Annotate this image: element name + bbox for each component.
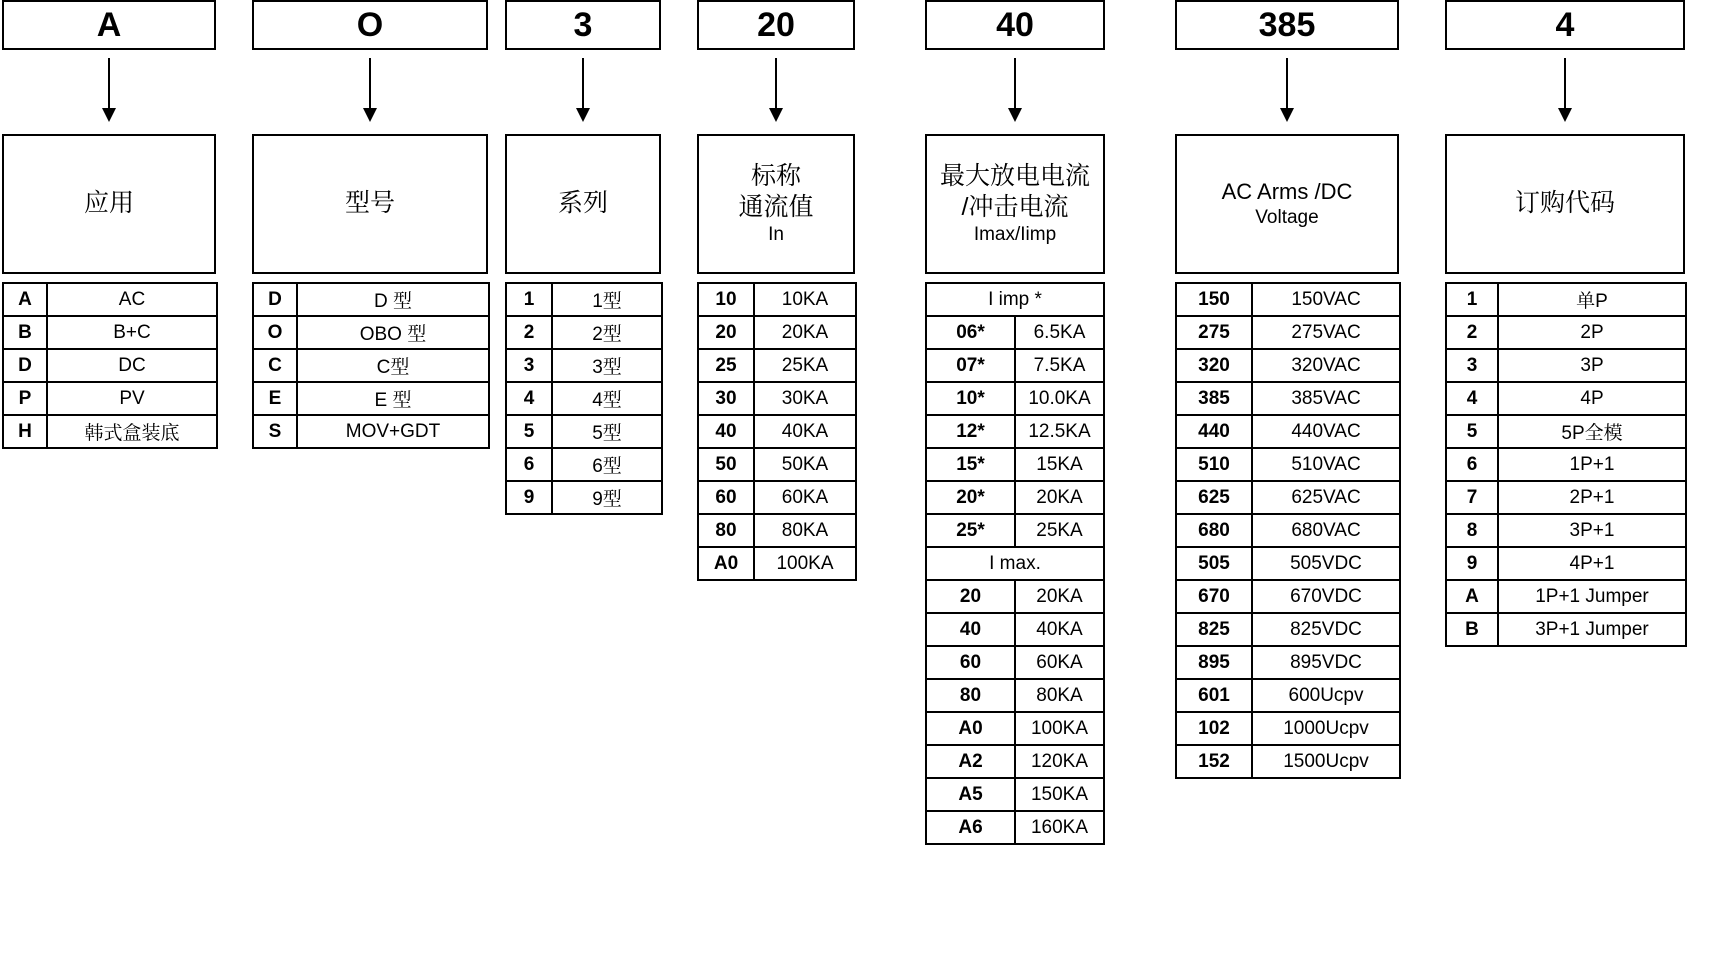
table-row bbox=[1176, 349, 1400, 382]
option-value: 6型 bbox=[552, 448, 662, 481]
option-value: 5P全模 bbox=[1498, 415, 1686, 448]
option-value: 4P bbox=[1498, 382, 1686, 415]
option-key: A5 bbox=[926, 778, 1015, 811]
code-column-nominal-current bbox=[697, 0, 855, 581]
option-value: 25KA bbox=[1015, 514, 1104, 547]
table-row bbox=[698, 283, 856, 316]
option-key: 670 bbox=[1176, 580, 1252, 613]
table-row bbox=[3, 316, 217, 349]
option-value: 895VDC bbox=[1252, 646, 1400, 679]
table-row bbox=[3, 415, 217, 448]
spacer bbox=[1175, 274, 1399, 282]
table-row bbox=[506, 316, 662, 349]
table-row bbox=[926, 415, 1104, 448]
option-value: 20KA bbox=[1015, 481, 1104, 514]
column-header-order-code bbox=[1445, 134, 1685, 274]
code-column-model bbox=[252, 0, 488, 449]
column-header-line: 型号 bbox=[344, 189, 395, 218]
table-row bbox=[1176, 745, 1400, 778]
option-value: 150KA bbox=[1015, 778, 1104, 811]
arrow-shaft bbox=[1286, 58, 1288, 112]
option-value: 510VAC bbox=[1252, 448, 1400, 481]
option-key: 10 bbox=[698, 283, 754, 316]
option-value: E 型 bbox=[297, 382, 489, 415]
option-value: 4型 bbox=[552, 382, 662, 415]
table-row bbox=[926, 349, 1104, 382]
table-row bbox=[926, 613, 1104, 646]
option-key: 5 bbox=[1446, 415, 1498, 448]
option-key: 8 bbox=[1446, 514, 1498, 547]
table-row bbox=[926, 514, 1104, 547]
option-value: 600Ucpv bbox=[1252, 679, 1400, 712]
table-row bbox=[3, 382, 217, 415]
arrow-shaft bbox=[582, 58, 584, 112]
option-value: B+C bbox=[47, 316, 217, 349]
option-value: 30KA bbox=[754, 382, 856, 415]
arrow-head bbox=[1558, 108, 1572, 122]
option-table-voltage bbox=[1175, 282, 1401, 779]
option-value: 10KA bbox=[754, 283, 856, 316]
table-row bbox=[698, 547, 856, 580]
option-value: 6.5KA bbox=[1015, 316, 1104, 349]
option-value: 60KA bbox=[1015, 646, 1104, 679]
table-row bbox=[506, 415, 662, 448]
option-value: 385VAC bbox=[1252, 382, 1400, 415]
table-row bbox=[1446, 316, 1686, 349]
option-key: B bbox=[1446, 613, 1498, 646]
option-key: 825 bbox=[1176, 613, 1252, 646]
column-header-voltage bbox=[1175, 134, 1399, 274]
table-row bbox=[1446, 514, 1686, 547]
code-box-series: 3 bbox=[505, 0, 661, 50]
code-box-application: A bbox=[2, 0, 216, 50]
option-key: 20* bbox=[926, 481, 1015, 514]
option-value: 680VAC bbox=[1252, 514, 1400, 547]
option-value: 1P+1 Jumper bbox=[1498, 580, 1686, 613]
option-value: 100KA bbox=[1015, 712, 1104, 745]
option-key: 9 bbox=[1446, 547, 1498, 580]
table-row bbox=[926, 778, 1104, 811]
table-row bbox=[1446, 382, 1686, 415]
table-row bbox=[253, 349, 489, 382]
code-column-max-discharge-current bbox=[925, 0, 1105, 845]
option-key: 1 bbox=[506, 283, 552, 316]
option-table-max-discharge-current bbox=[925, 282, 1105, 845]
option-value: 单P bbox=[1498, 283, 1686, 316]
table-row bbox=[926, 712, 1104, 745]
arrow-head bbox=[363, 108, 377, 122]
option-value: 7.5KA bbox=[1015, 349, 1104, 382]
option-key: 680 bbox=[1176, 514, 1252, 547]
option-key: 150 bbox=[1176, 283, 1252, 316]
arrow-down-icon bbox=[1175, 50, 1399, 134]
option-key: 25 bbox=[698, 349, 754, 382]
option-value: 25KA bbox=[754, 349, 856, 382]
option-value: OBO 型 bbox=[297, 316, 489, 349]
option-key: 80 bbox=[926, 679, 1015, 712]
arrow-down-icon bbox=[2, 50, 216, 134]
option-value: 2P bbox=[1498, 316, 1686, 349]
option-value: 50KA bbox=[754, 448, 856, 481]
option-value: 320VAC bbox=[1252, 349, 1400, 382]
option-value: 120KA bbox=[1015, 745, 1104, 778]
column-header-nominal-current bbox=[697, 134, 855, 274]
table-row bbox=[926, 382, 1104, 415]
arrow-down-icon bbox=[697, 50, 855, 134]
option-value: 5型 bbox=[552, 415, 662, 448]
option-key: 6 bbox=[1446, 448, 1498, 481]
option-key: 505 bbox=[1176, 547, 1252, 580]
table-row bbox=[1446, 283, 1686, 316]
column-header-line: Imax/Iimp bbox=[973, 224, 1057, 246]
arrow-head bbox=[576, 108, 590, 122]
arrow-down-icon bbox=[252, 50, 488, 134]
option-key: A bbox=[3, 283, 47, 316]
table-row bbox=[1176, 514, 1400, 547]
table-row bbox=[253, 415, 489, 448]
option-key: 40 bbox=[698, 415, 754, 448]
option-value: 275VAC bbox=[1252, 316, 1400, 349]
table-row bbox=[1176, 712, 1400, 745]
column-header-line: Voltage bbox=[1255, 206, 1319, 228]
option-key: A bbox=[1446, 580, 1498, 613]
option-value: 80KA bbox=[1015, 679, 1104, 712]
option-value: 9型 bbox=[552, 481, 662, 514]
option-table-model bbox=[252, 282, 490, 449]
code-box-voltage: 385 bbox=[1175, 0, 1399, 50]
table-section-label: I max. bbox=[926, 547, 1104, 580]
option-key: 1 bbox=[1446, 283, 1498, 316]
option-key: 80 bbox=[698, 514, 754, 547]
option-value: DC bbox=[47, 349, 217, 382]
option-key: 320 bbox=[1176, 349, 1252, 382]
column-header-line: 系列 bbox=[557, 189, 608, 218]
option-value: 160KA bbox=[1015, 811, 1104, 844]
option-key: 385 bbox=[1176, 382, 1252, 415]
table-row bbox=[253, 382, 489, 415]
column-header-line: 应用 bbox=[83, 189, 134, 218]
table-row bbox=[3, 283, 217, 316]
option-key: 20 bbox=[698, 316, 754, 349]
option-key: 510 bbox=[1176, 448, 1252, 481]
option-value: 3P+1 bbox=[1498, 514, 1686, 547]
table-row bbox=[506, 481, 662, 514]
option-key: 7 bbox=[1446, 481, 1498, 514]
option-key: B bbox=[3, 316, 47, 349]
table-row bbox=[1176, 613, 1400, 646]
table-row bbox=[1446, 613, 1686, 646]
table-row bbox=[1446, 580, 1686, 613]
table-row bbox=[1446, 349, 1686, 382]
option-key: 275 bbox=[1176, 316, 1252, 349]
option-key: A2 bbox=[926, 745, 1015, 778]
arrow-shaft bbox=[108, 58, 110, 112]
option-key: E bbox=[253, 382, 297, 415]
table-row bbox=[698, 415, 856, 448]
option-value: 3P+1 Jumper bbox=[1498, 613, 1686, 646]
table-row bbox=[1176, 580, 1400, 613]
option-value: 12.5KA bbox=[1015, 415, 1104, 448]
table-row bbox=[3, 349, 217, 382]
table-section-label: I imp * bbox=[926, 283, 1104, 316]
option-value: 3P bbox=[1498, 349, 1686, 382]
option-key: 4 bbox=[1446, 382, 1498, 415]
option-key: 3 bbox=[506, 349, 552, 382]
code-box-nominal-current: 20 bbox=[697, 0, 855, 50]
arrow-head bbox=[1008, 108, 1022, 122]
table-row bbox=[926, 580, 1104, 613]
table-row bbox=[1176, 481, 1400, 514]
column-header-series bbox=[505, 134, 661, 274]
option-key: O bbox=[253, 316, 297, 349]
table-row bbox=[506, 349, 662, 382]
table-row bbox=[698, 316, 856, 349]
option-value: AC bbox=[47, 283, 217, 316]
option-key: H bbox=[3, 415, 47, 448]
option-key: 440 bbox=[1176, 415, 1252, 448]
code-box-order-code: 4 bbox=[1445, 0, 1685, 50]
option-value: 4P+1 bbox=[1498, 547, 1686, 580]
table-row bbox=[698, 382, 856, 415]
arrow-head bbox=[769, 108, 783, 122]
option-table-series bbox=[505, 282, 663, 515]
option-value: 韩式盒装底 bbox=[47, 415, 217, 448]
table-row bbox=[926, 679, 1104, 712]
table-row bbox=[1176, 679, 1400, 712]
table-row bbox=[926, 811, 1104, 844]
option-value: 1型 bbox=[552, 283, 662, 316]
option-key: C bbox=[253, 349, 297, 382]
table-row bbox=[926, 316, 1104, 349]
option-key: 06* bbox=[926, 316, 1015, 349]
option-value: 60KA bbox=[754, 481, 856, 514]
option-key: 50 bbox=[698, 448, 754, 481]
option-key: S bbox=[253, 415, 297, 448]
column-header-application bbox=[2, 134, 216, 274]
option-value: 150VAC bbox=[1252, 283, 1400, 316]
option-key: D bbox=[253, 283, 297, 316]
code-box-max-discharge-current: 40 bbox=[925, 0, 1105, 50]
table-row bbox=[1176, 382, 1400, 415]
option-value: 20KA bbox=[754, 316, 856, 349]
spacer bbox=[925, 274, 1105, 282]
option-key: 20 bbox=[926, 580, 1015, 613]
option-value: C型 bbox=[297, 349, 489, 382]
option-key: 601 bbox=[1176, 679, 1252, 712]
spacer bbox=[252, 274, 488, 282]
table-row bbox=[698, 481, 856, 514]
table-row bbox=[1176, 316, 1400, 349]
table-row bbox=[1176, 283, 1400, 316]
column-header-line: AC Arms /DC bbox=[1221, 179, 1353, 205]
option-key: 625 bbox=[1176, 481, 1252, 514]
column-header-line: 最大放电电流 bbox=[939, 161, 1090, 190]
option-value: PV bbox=[47, 382, 217, 415]
option-table-application bbox=[2, 282, 218, 449]
option-key: 102 bbox=[1176, 712, 1252, 745]
option-key: A6 bbox=[926, 811, 1015, 844]
column-header-model bbox=[252, 134, 488, 274]
option-value: 625VAC bbox=[1252, 481, 1400, 514]
option-key: 152 bbox=[1176, 745, 1252, 778]
option-value: 1500Ucpv bbox=[1252, 745, 1400, 778]
code-column-series bbox=[505, 0, 661, 515]
option-key: 3 bbox=[1446, 349, 1498, 382]
option-value: 40KA bbox=[754, 415, 856, 448]
option-value: 3型 bbox=[552, 349, 662, 382]
option-key: 40 bbox=[926, 613, 1015, 646]
code-column-order-code bbox=[1445, 0, 1685, 647]
option-value: 15KA bbox=[1015, 448, 1104, 481]
option-key: 30 bbox=[698, 382, 754, 415]
option-key: 12* bbox=[926, 415, 1015, 448]
code-column-voltage bbox=[1175, 0, 1399, 779]
column-header-line: 订购代码 bbox=[1514, 189, 1615, 218]
spacer bbox=[1445, 274, 1685, 282]
table-row bbox=[926, 283, 1104, 316]
option-key: 60 bbox=[926, 646, 1015, 679]
option-value: 440VAC bbox=[1252, 415, 1400, 448]
spacer bbox=[505, 274, 661, 282]
table-row bbox=[506, 382, 662, 415]
table-row bbox=[698, 448, 856, 481]
arrow-shaft bbox=[775, 58, 777, 112]
option-key: P bbox=[3, 382, 47, 415]
option-key: A0 bbox=[926, 712, 1015, 745]
table-row bbox=[1446, 415, 1686, 448]
column-header-line: 通流值 bbox=[738, 193, 814, 222]
option-value: 825VDC bbox=[1252, 613, 1400, 646]
table-row bbox=[253, 316, 489, 349]
option-value: 1P+1 bbox=[1498, 448, 1686, 481]
arrow-head bbox=[1280, 108, 1294, 122]
option-key: 25* bbox=[926, 514, 1015, 547]
table-row bbox=[1176, 547, 1400, 580]
option-key: A0 bbox=[698, 547, 754, 580]
option-key: 10* bbox=[926, 382, 1015, 415]
option-key: 9 bbox=[506, 481, 552, 514]
table-row bbox=[926, 448, 1104, 481]
option-table-nominal-current bbox=[697, 282, 857, 581]
arrow-shaft bbox=[369, 58, 371, 112]
option-table-order-code bbox=[1445, 282, 1687, 647]
table-row bbox=[1446, 448, 1686, 481]
table-row bbox=[926, 547, 1104, 580]
option-key: 60 bbox=[698, 481, 754, 514]
column-header-max-discharge-current bbox=[925, 134, 1105, 274]
column-header-line: 标称 bbox=[750, 161, 801, 190]
option-value: 2型 bbox=[552, 316, 662, 349]
column-header-line: In bbox=[768, 224, 784, 246]
option-key: 6 bbox=[506, 448, 552, 481]
arrow-down-icon bbox=[505, 50, 661, 134]
option-key: 15* bbox=[926, 448, 1015, 481]
option-value: 80KA bbox=[754, 514, 856, 547]
option-value: 2P+1 bbox=[1498, 481, 1686, 514]
option-key: 4 bbox=[506, 382, 552, 415]
option-key: 5 bbox=[506, 415, 552, 448]
option-value: D 型 bbox=[297, 283, 489, 316]
option-key: 2 bbox=[1446, 316, 1498, 349]
table-row bbox=[1176, 646, 1400, 679]
option-key: 2 bbox=[506, 316, 552, 349]
table-row bbox=[506, 283, 662, 316]
arrow-shaft bbox=[1564, 58, 1566, 112]
table-row bbox=[926, 481, 1104, 514]
option-value: 1000Ucpv bbox=[1252, 712, 1400, 745]
spacer bbox=[697, 274, 855, 282]
option-key: 07* bbox=[926, 349, 1015, 382]
table-row bbox=[698, 349, 856, 382]
option-value: 40KA bbox=[1015, 613, 1104, 646]
code-column-application bbox=[2, 0, 216, 449]
arrow-shaft bbox=[1014, 58, 1016, 112]
table-row bbox=[1176, 415, 1400, 448]
option-value: 505VDC bbox=[1252, 547, 1400, 580]
spacer bbox=[2, 274, 216, 282]
table-row bbox=[253, 283, 489, 316]
arrow-head bbox=[102, 108, 116, 122]
table-row bbox=[1446, 547, 1686, 580]
table-row bbox=[926, 745, 1104, 778]
table-row bbox=[1446, 481, 1686, 514]
option-value: 10.0KA bbox=[1015, 382, 1104, 415]
table-row bbox=[1176, 448, 1400, 481]
code-box-model: O bbox=[252, 0, 488, 50]
option-value: MOV+GDT bbox=[297, 415, 489, 448]
option-value: 100KA bbox=[754, 547, 856, 580]
option-key: 895 bbox=[1176, 646, 1252, 679]
table-row bbox=[506, 448, 662, 481]
table-row bbox=[926, 646, 1104, 679]
arrow-down-icon bbox=[1445, 50, 1685, 134]
arrow-down-icon bbox=[925, 50, 1105, 134]
option-key: D bbox=[3, 349, 47, 382]
option-value: 670VDC bbox=[1252, 580, 1400, 613]
column-header-line: /冲击电流 bbox=[961, 193, 1069, 222]
option-value: 20KA bbox=[1015, 580, 1104, 613]
table-row bbox=[698, 514, 856, 547]
